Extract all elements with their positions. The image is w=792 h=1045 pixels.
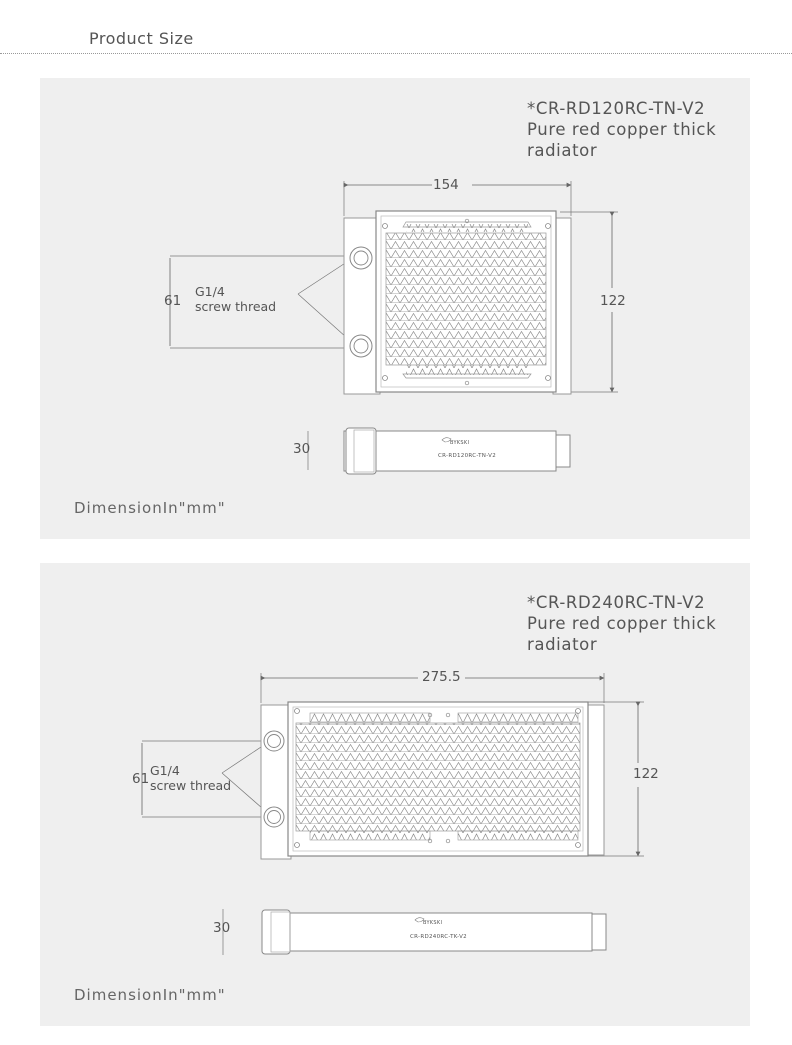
width-dimension: 154 [433, 177, 459, 193]
thread-size: G1/4 [150, 763, 180, 778]
port-spacing-dimension: 61 [132, 771, 150, 787]
product-model: *CR-RD240RC-TN-V2 [527, 593, 706, 612]
product-title-block [527, 592, 716, 655]
product-panel-120 [40, 78, 750, 539]
product-panel-240 [40, 563, 750, 1026]
side-model-code: CR-RD240RC-TK-V2 [410, 934, 467, 940]
port-spacing-dimension: 61 [164, 293, 182, 309]
title-divider [0, 53, 792, 54]
product-desc-line2: radiator [527, 635, 598, 654]
product-title-block [527, 98, 716, 161]
thread-type: screw thread [195, 299, 277, 314]
thread-size: G1/4 [195, 284, 225, 299]
thread-callout [195, 284, 276, 314]
product-desc-line1: Pure red copper thick [527, 120, 717, 139]
width-dimension: 275.5 [422, 669, 461, 685]
section-title: Product Size [89, 29, 194, 48]
unit-note: DimensionIn"mm" [74, 499, 226, 517]
height-dimension: 122 [633, 766, 659, 782]
thread-type: screw thread [150, 778, 232, 793]
side-brand-logo: BYKSKI [450, 440, 470, 446]
product-desc-line1: Pure red copper thick [527, 614, 717, 633]
side-model-code: CR-RD120RC-TN-V2 [438, 453, 497, 459]
unit-note: DimensionIn"mm" [74, 986, 226, 1004]
thread-callout [150, 763, 231, 793]
thickness-dimension: 30 [293, 441, 311, 457]
thickness-dimension: 30 [213, 920, 231, 936]
side-brand-logo: BYKSKI [423, 920, 443, 926]
product-desc-line2: radiator [527, 141, 598, 160]
height-dimension: 122 [600, 293, 626, 309]
product-model: *CR-RD120RC-TN-V2 [527, 99, 706, 118]
